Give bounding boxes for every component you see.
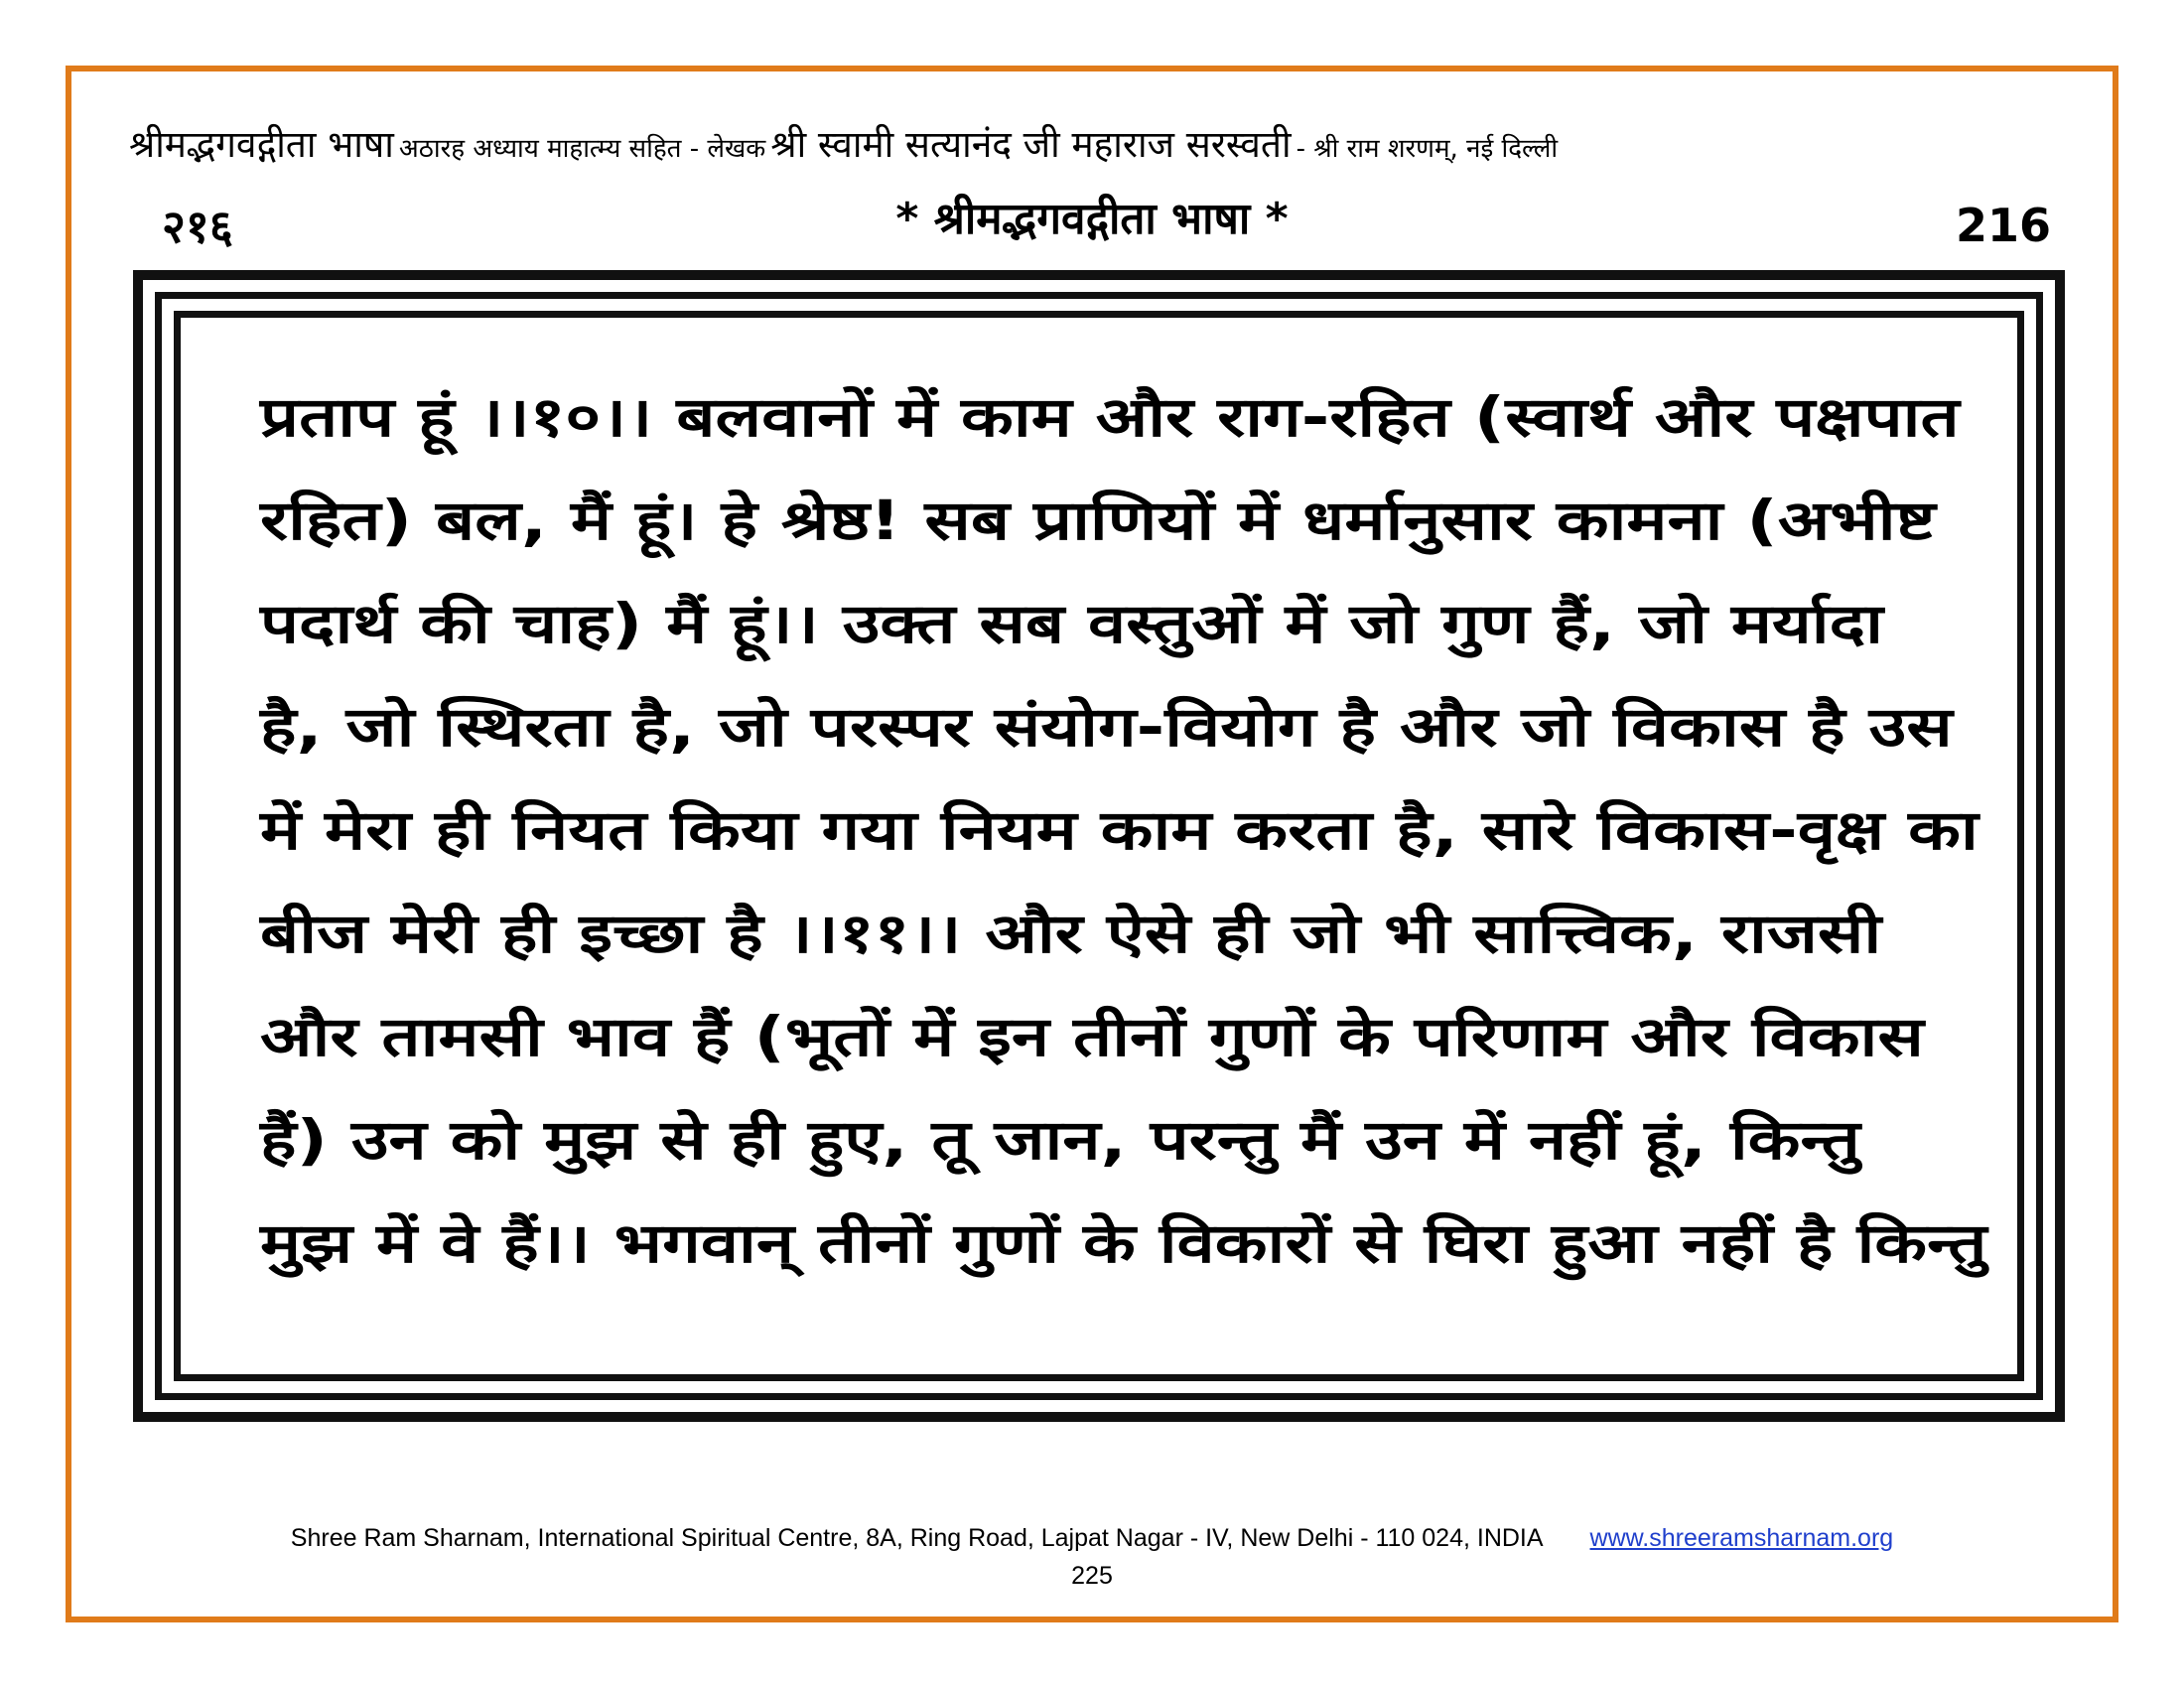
- body-line: है, जो स्थिरता है, जो परस्पर संयोग-वियोग है और जो विकास है उस: [260, 695, 1953, 759]
- body-line: पदार्थ की चाह) मैं हूं।। उक्त सब वस्तुओं में जो गुण हैं, जो मर्यादा: [260, 592, 1883, 655]
- book-author: श्री स्वामी सत्यानंद जी महाराज सरस्वती: [770, 123, 1292, 166]
- body-line: और तामसी भाव हैं (भूतों में इन तीनों गुणों के परिणाम और विकास: [260, 1005, 1924, 1068]
- body-line: मुझ में वे हैं।। भगवान् तीनों गुणों के विकारों से घिरा हुआ नहीं है किन्तु: [260, 1211, 1987, 1275]
- book-subtitle: अठारह अध्याय माहात्म्य सहित - लेखक: [398, 134, 766, 164]
- book-title: श्रीमद्भगवद्गीता भाषा: [129, 123, 394, 166]
- body-text: [260, 365, 2007, 1295]
- footer: [0, 1524, 2184, 1553]
- text-frame: [133, 270, 2065, 1422]
- website-link[interactable]: www.shreeramsharnam.org: [1589, 1524, 1894, 1552]
- scan-running-title: * श्रीमद्भगवद्गीता भाषा *: [895, 194, 1289, 244]
- body-line: में मेरा ही नियत किया गया नियम काम करता है, सारे विकास-वृक्ष का: [260, 798, 1979, 862]
- scan-page-number: 216: [1956, 199, 2052, 252]
- text-frame-innermost: [174, 311, 2024, 1381]
- footer-address: Shree Ram Sharnam, International Spiritual Centre, 8A, Ring Road, Lajpat Nagar - IV, New Delhi - 110 024, INDIA: [290, 1524, 1544, 1552]
- body-line: रहित) बल, मैं हूं। हे श्रेष्ठ! सब प्राणियों में धर्मानुसार कामना (अभीष्ट: [260, 489, 1936, 552]
- body-line: हैं) उन को मुझ से ही हुए, तू जान, परन्तु मैं उन में नहीं हूं, किन्तु: [260, 1108, 1860, 1172]
- publisher-place: - श्री राम शरणम्, नई दिल्ली: [1296, 134, 1559, 164]
- scan-page-number-hindi: २१६: [162, 200, 233, 253]
- body-line: बीज मेरी ही इच्छा है ।।११।। और ऐसे ही जो भी सात्त्विक, राजसी: [260, 902, 1882, 965]
- body-line: प्रताप हूं ।।१०।। बलवानों में काम और राग-रहित (स्वार्थ और पक्षपात: [260, 385, 1960, 449]
- text-frame-inner: [155, 292, 2043, 1400]
- page-number: 225: [1071, 1562, 1113, 1590]
- running-header: [129, 117, 2065, 168]
